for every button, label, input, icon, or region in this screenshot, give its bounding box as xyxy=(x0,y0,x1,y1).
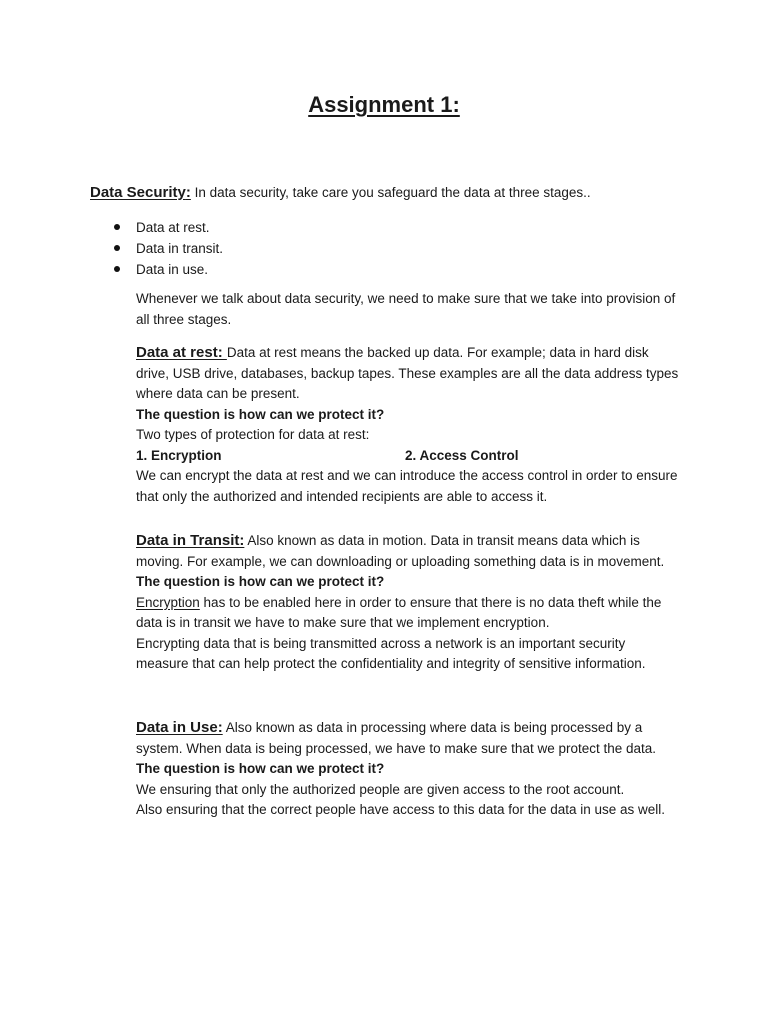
data-in-transit-text: Also known as data in motion. Data in transit means data which is moving. For example, we can downloading or uploading something data is in movement. xyxy=(136,533,665,569)
data-in-transit-extra: Encrypting data that is being transmitted across a network is an important security measure that can help protect the confidentiality and integrity of sensitive information. xyxy=(136,635,646,671)
bullet-icon xyxy=(114,245,120,251)
list-item: Data in transit. xyxy=(108,238,223,259)
data-in-use-line2: Also ensuring that the correct people have access to this data for the data in use as well. xyxy=(136,802,666,817)
data-at-rest-question: The question is how can we protect it? xyxy=(136,406,385,422)
data-in-use-section xyxy=(136,718,681,821)
stages-list xyxy=(108,217,223,280)
data-security-line xyxy=(90,184,591,201)
data-security-heading: Data Security xyxy=(90,184,186,201)
bullet-icon xyxy=(114,266,120,272)
data-at-rest-section xyxy=(136,343,681,507)
data-in-transit-heading: Data in Transit: xyxy=(136,532,245,549)
data-in-transit-section xyxy=(136,531,681,675)
data-in-transit-encryption-paragraph: Encryption has to be enabled here in order to ensure that there is no data theft while the data is in transit we have to make sure that we implement encryption. xyxy=(136,594,662,630)
list-item: Data at rest. xyxy=(108,217,223,238)
data-in-use-question: The question is how can we protect it? xyxy=(136,761,385,776)
data-security-text: In data security, take care you safeguard the data at three stages.. xyxy=(194,185,591,200)
data-at-rest-text: Data at rest means the backed up data. For example; data in hard disk drive, USB drive, databases, backup tapes. These examples are all the data address types where data can be present. xyxy=(136,345,679,401)
data-in-use-heading: Data in Use: xyxy=(136,719,223,736)
protection-type-access-control: 2. Access Control xyxy=(405,447,519,463)
data-security-colon: : xyxy=(185,184,191,201)
data-in-use-text: Also known as data in processing where data is being processed by a system. When data is being processed, we have to make sure that we protect the data. xyxy=(136,720,657,756)
encryption-word: Encryption xyxy=(136,594,200,610)
protection-types xyxy=(136,446,681,467)
data-at-rest-explanation: We can encrypt the data at rest and we can introduce the access control in order to ensure that only the authorized and intended recipients are able to access it. xyxy=(136,468,678,504)
data-at-rest-heading: Data at rest: xyxy=(136,344,227,361)
protection-type-encryption: 1. Encryption xyxy=(136,447,222,463)
bullet-icon xyxy=(114,224,120,230)
data-at-rest-types-intro: Two types of protection for data at rest: xyxy=(136,427,370,442)
data-in-use-line1: We ensuring that only the authorized people are given access to the root account. xyxy=(136,781,625,797)
list-item: Data in use. xyxy=(108,259,223,280)
intro-paragraph: Whenever we talk about data security, we need to make sure that we take into provision of all three stages. xyxy=(136,291,676,327)
page-title: Assignment 1: xyxy=(308,92,460,117)
data-in-transit-question: The question is how can we protect it? xyxy=(136,574,385,589)
